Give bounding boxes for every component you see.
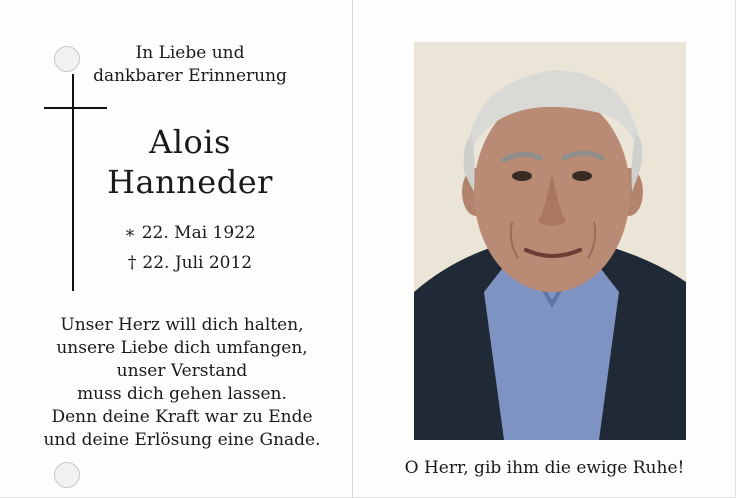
poem-line: und deine Erlösung eine Gnade. — [43, 430, 321, 450]
deceased-name — [14, 122, 366, 202]
prayer-caption: O Herr, gib ihm die ewige Ruhe! — [404, 458, 685, 478]
death-date-row — [14, 248, 366, 278]
portrait-photo — [414, 42, 686, 440]
dedication — [14, 42, 366, 88]
punch-hole-bottom — [54, 462, 80, 488]
poem-line: Unser Herz will dich halten, — [60, 315, 304, 335]
death-date: 22. Juli 2012 — [142, 253, 253, 273]
cross-icon-bar — [44, 107, 107, 109]
first-name: Alois — [149, 123, 231, 161]
poem-line: Denn deine Kraft war zu Ende — [51, 407, 313, 427]
poem — [6, 314, 358, 452]
dedication-line: dankbarer Erinnerung — [93, 66, 287, 86]
poem-line: unsere Liebe dich umfangen, — [56, 338, 308, 358]
birth-star-icon: ∗ — [124, 223, 136, 243]
birth-date: 22. Mai 1922 — [141, 223, 256, 243]
poem-line: muss dich gehen lassen. — [77, 384, 287, 404]
last-name: Hanneder — [107, 163, 273, 201]
death-cross-icon: † — [127, 253, 137, 273]
birth-date-row — [14, 218, 366, 248]
life-dates — [14, 218, 366, 278]
dedication-line: In Liebe und — [135, 43, 245, 63]
portrait-illustration — [414, 42, 686, 440]
poem-line: unser Verstand — [116, 361, 248, 381]
